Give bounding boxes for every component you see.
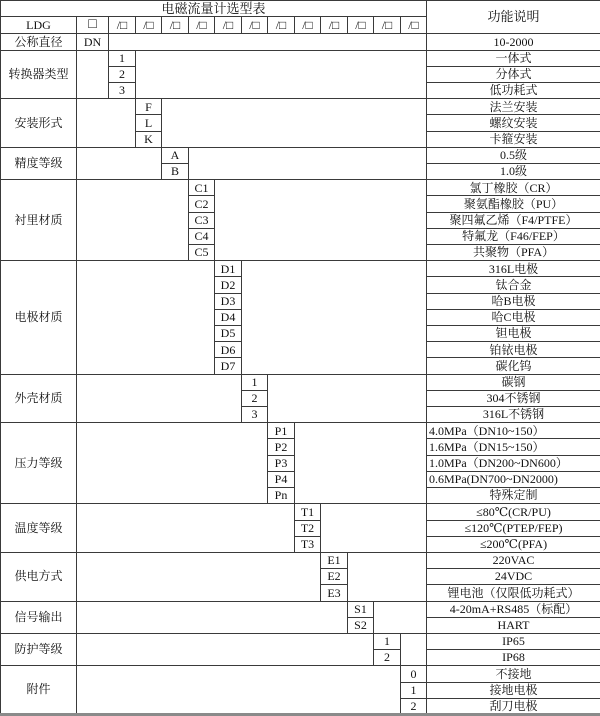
desc-cell: 10-2000 [427, 34, 600, 50]
empty-region [321, 504, 427, 553]
code-cell: 2 [109, 66, 136, 82]
code-cell: T2 [295, 520, 321, 536]
code-cell: 1 [374, 633, 401, 649]
code-placeholder-slot: /□ [401, 17, 427, 34]
group-label: 安装形式 [1, 99, 77, 148]
desc-cell: 316L不锈钢 [427, 407, 600, 423]
empty-region [242, 261, 427, 374]
code-placeholder-slot: /□ [348, 17, 374, 34]
table-title: 电磁流量计选型表 [1, 1, 427, 17]
desc-cell: 4-20mA+RS485（标配） [427, 601, 600, 617]
code-placeholder-slot: /□ [189, 17, 215, 34]
desc-cell: IP65 [427, 633, 600, 649]
desc-cell: 锂电池（仅限低功耗式） [427, 585, 600, 601]
code-cell: D4 [215, 309, 242, 325]
desc-cell: 钽电极 [427, 326, 600, 342]
group-label: 衬里材质 [1, 180, 77, 261]
group-label: 压力等级 [1, 423, 77, 504]
group-label: 防护等级 [1, 633, 77, 665]
desc-cell: 分体式 [427, 66, 600, 82]
desc-cell: 哈C电极 [427, 309, 600, 325]
desc-cell: 钛合金 [427, 277, 600, 293]
code-cell: C1 [189, 180, 215, 196]
desc-cell: 法兰安装 [427, 99, 600, 115]
code-cell: 3 [109, 83, 136, 99]
desc-cell: 0.5级 [427, 147, 600, 163]
code-cell: 2 [401, 698, 427, 714]
group-label: 电极材质 [1, 261, 77, 374]
code-cell: DN [77, 34, 109, 50]
empty-region [162, 99, 427, 148]
desc-cell: ≤80℃(CR/PU) [427, 504, 600, 520]
desc-cell: 1.6MPa（DN15~150） [427, 439, 600, 455]
code-cell: T1 [295, 504, 321, 520]
empty-region [136, 50, 427, 99]
code-cell: Pn [268, 488, 295, 504]
code-cell: 1 [242, 374, 268, 390]
desc-cell: 共聚物（PFA） [427, 245, 600, 261]
code-cell: S1 [348, 601, 374, 617]
desc-cell: 低功耗式 [427, 83, 600, 99]
code-cell: 2 [242, 390, 268, 406]
desc-cell: IP68 [427, 650, 600, 666]
empty-region [77, 633, 374, 665]
code-cell: L [136, 115, 162, 131]
code-cell: 3 [242, 407, 268, 423]
desc-cell: 1.0MPa（DN200~DN600） [427, 455, 600, 471]
empty-region [401, 633, 427, 665]
empty-region [77, 504, 295, 553]
desc-cell: 哈B电极 [427, 293, 600, 309]
code-cell: D6 [215, 342, 242, 358]
model-prefix: LDG [1, 17, 77, 34]
empty-region [77, 261, 215, 374]
desc-cell: 特氟龙（F46/FEP） [427, 228, 600, 244]
empty-region [295, 423, 427, 504]
code-cell: B [162, 164, 189, 180]
empty-region [77, 50, 109, 99]
empty-region [77, 99, 136, 148]
code-cell: C5 [189, 245, 215, 261]
code-placeholder-slot: /□ [215, 17, 242, 34]
code-cell: D3 [215, 293, 242, 309]
desc-cell: 碳化钨 [427, 358, 600, 374]
code-cell: D5 [215, 326, 242, 342]
desc-cell: 刮刀电极 [427, 698, 600, 714]
code-placeholder-box: □ [77, 17, 109, 34]
group-label: 供电方式 [1, 552, 77, 601]
desc-cell: 特殊定制 [427, 488, 600, 504]
code-placeholder-slot: /□ [162, 17, 189, 34]
code-cell: S2 [348, 617, 374, 633]
code-cell: 1 [109, 50, 136, 66]
empty-region [77, 180, 189, 261]
desc-cell: 聚四氟乙烯（F4/PTFE） [427, 212, 600, 228]
desc-cell: 0.6MPa(DN700~DN2000) [427, 471, 600, 487]
desc-cell: 不接地 [427, 666, 600, 682]
desc-cell: 铂铱电极 [427, 342, 600, 358]
code-cell: 0 [401, 666, 427, 682]
empty-region [215, 180, 427, 261]
desc-cell: 聚氨酯橡胶（PU） [427, 196, 600, 212]
code-cell: D1 [215, 261, 242, 277]
code-cell: A [162, 147, 189, 163]
code-cell: 1 [401, 682, 427, 698]
desc-cell: 4.0MPa（DN10~150） [427, 423, 600, 439]
code-cell: T3 [295, 536, 321, 552]
empty-region [77, 552, 321, 601]
empty-region [189, 147, 427, 179]
empty-region [348, 552, 427, 601]
code-cell: D2 [215, 277, 242, 293]
code-cell: K [136, 131, 162, 147]
code-placeholder-slot: /□ [268, 17, 295, 34]
code-cell: P2 [268, 439, 295, 455]
code-cell: F [136, 99, 162, 115]
desc-cell: ≤200℃(PFA) [427, 536, 600, 552]
group-label: 公称直径 [1, 34, 77, 50]
desc-cell: 24VDC [427, 569, 600, 585]
group-label: 信号输出 [1, 601, 77, 633]
empty-region [77, 147, 162, 179]
desc-cell: 220VAC [427, 552, 600, 568]
group-label: 温度等级 [1, 504, 77, 553]
desc-cell: 316L电极 [427, 261, 600, 277]
desc-cell: 1.0级 [427, 164, 600, 180]
group-label: 外壳材质 [1, 374, 77, 423]
group-label: 精度等级 [1, 147, 77, 179]
desc-cell: 氯丁橡胶（CR） [427, 180, 600, 196]
code-cell: C2 [189, 196, 215, 212]
code-placeholder-slot: /□ [295, 17, 321, 34]
empty-region [374, 601, 427, 633]
code-cell: C3 [189, 212, 215, 228]
code-cell: E1 [321, 552, 348, 568]
code-placeholder-slot: /□ [321, 17, 348, 34]
empty-region [77, 423, 268, 504]
code-cell: 2 [374, 650, 401, 666]
desc-cell: HART [427, 617, 600, 633]
code-cell: C4 [189, 228, 215, 244]
desc-cell: ≤120℃(PTEP/FEP) [427, 520, 600, 536]
desc-cell: 一体式 [427, 50, 600, 66]
function-column-header: 功能说明 [427, 1, 600, 34]
group-label: 转换器类型 [1, 50, 77, 99]
code-placeholder-slot: /□ [374, 17, 401, 34]
code-cell: P4 [268, 471, 295, 487]
desc-cell: 螺纹安装 [427, 115, 600, 131]
empty-region [268, 374, 427, 423]
code-cell: P1 [268, 423, 295, 439]
code-placeholder-slot: /□ [242, 17, 268, 34]
desc-cell: 304不锈钢 [427, 390, 600, 406]
code-cell: D7 [215, 358, 242, 374]
desc-cell: 接地电极 [427, 682, 600, 698]
empty-region [109, 34, 427, 50]
code-placeholder-slot: /□ [136, 17, 162, 34]
code-placeholder-slot: /□ [109, 17, 136, 34]
empty-region [77, 601, 348, 633]
code-cell: E3 [321, 585, 348, 601]
empty-region [77, 374, 242, 423]
empty-region [77, 666, 401, 715]
desc-cell: 卡箍安装 [427, 131, 600, 147]
code-cell: E2 [321, 569, 348, 585]
group-label: 附件 [1, 666, 77, 715]
desc-cell: 碳钢 [427, 374, 600, 390]
code-cell: P3 [268, 455, 295, 471]
